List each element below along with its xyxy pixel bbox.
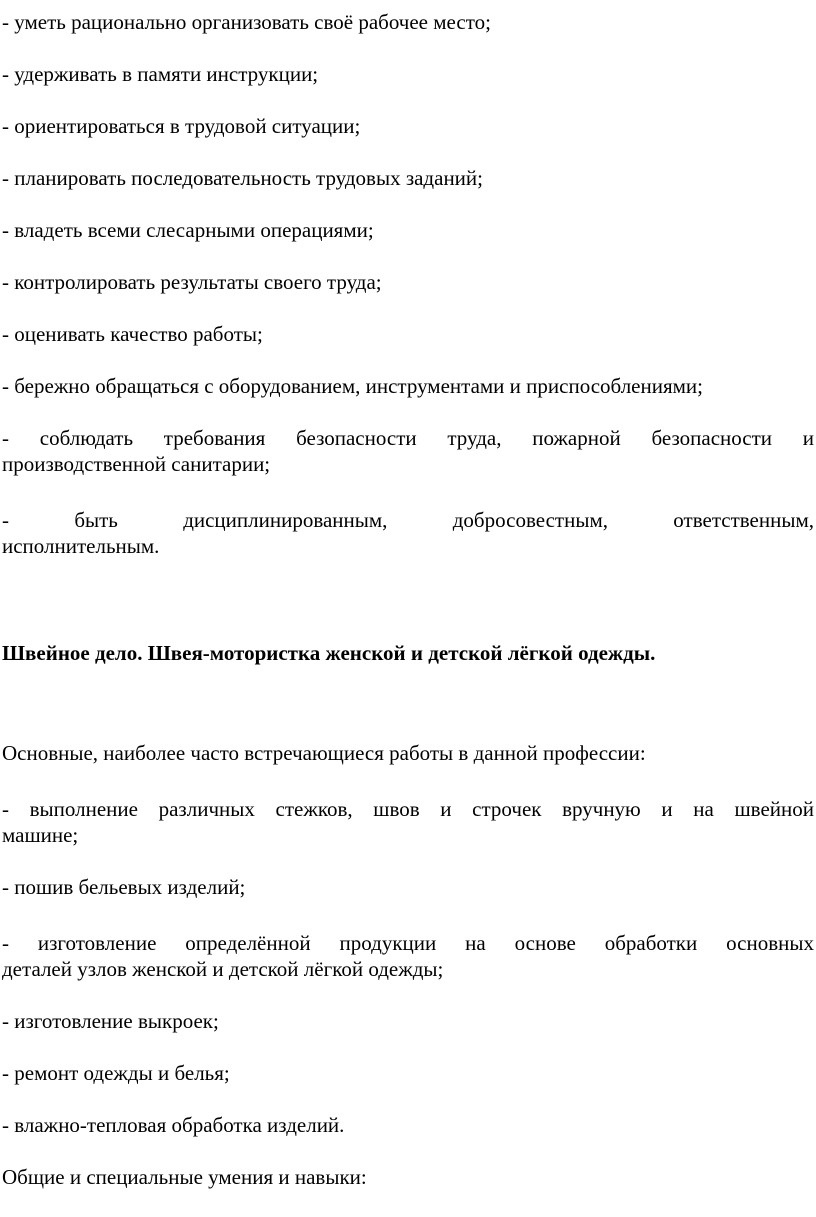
list-item: - оценивать качество работы; [2,322,263,346]
list-item: - бережно обращаться с оборудованием, инструментами и приспособлениями; [2,374,703,398]
list-item: - пошив бельевых изделий; [2,875,246,899]
list-item: - контролировать результаты своего труда; [2,270,382,294]
list-item: - изготовление выкроек; [2,1009,219,1033]
list-item: - планировать последовательность трудовых заданий; [2,166,483,190]
skills-heading: Общие и специальные умения и навыки: [2,1165,367,1189]
list-item-safety-line2: производственной санитарии; [2,452,271,476]
section-heading: Швейное дело. Швея-мотористка женской и детской лёгкой одежды. [2,641,656,665]
list-item-production-line1: - изготовление определённой продукции на основе обработки основных [2,931,814,955]
list-item-stitches-line2: машине; [2,823,79,847]
list-item: - владеть всеми слесарными операциями; [2,218,374,242]
list-item-production-line2: деталей узлов женской и детской лёгкой одежды; [2,957,444,981]
list-item-safety-line1: - соблюдать требования безопасности труда, пожарной безопасности и [2,426,814,450]
list-item: - ориентироваться в трудовой ситуации; [2,114,361,138]
list-item: - удерживать в памяти инструкции; [2,62,319,86]
list-item: - ремонт одежды и белья; [2,1061,230,1085]
list-item: - уметь рационально организовать своё рабочее место; [2,10,491,34]
list-item-discipline-line1: - быть дисциплинированным, добросовестным, ответственным, [2,508,814,532]
list-item-stitches-line1: - выполнение различных стежков, швов и строчек вручную и на швейной [2,797,814,821]
list-item: - влажно-тепловая обработка изделий. [2,1113,345,1137]
list-item-discipline-line2: исполнительным. [2,534,160,558]
intro-paragraph: Основные, наиболее часто встречающиеся работы в данной профессии: [2,741,646,765]
